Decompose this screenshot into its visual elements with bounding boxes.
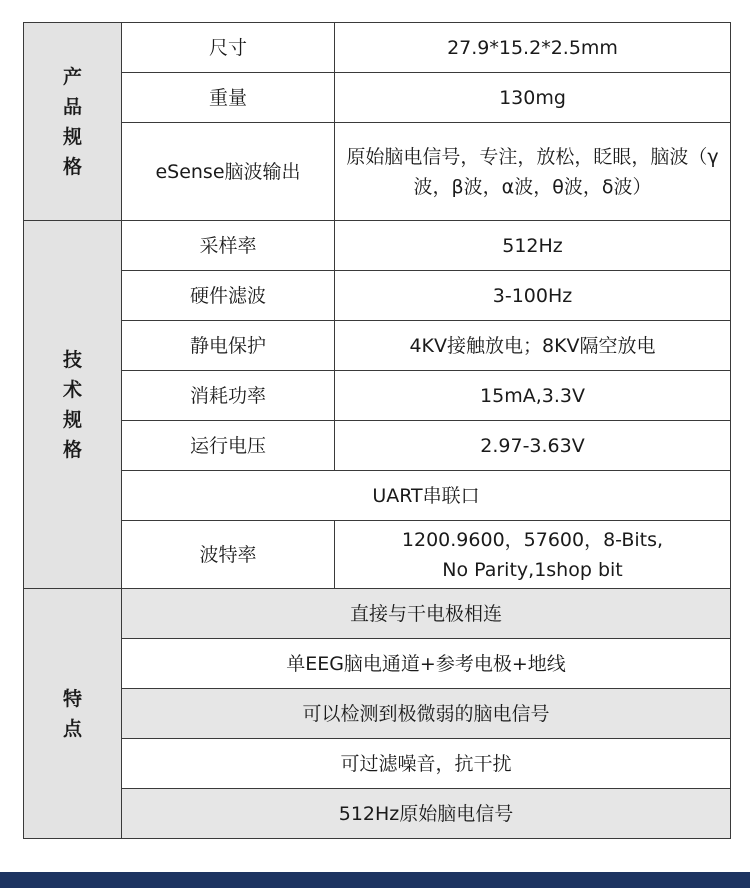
spec-label: 静电保护	[122, 321, 335, 371]
table-row	[24, 689, 731, 739]
spec-value: 原始脑电信号，专注，放松，眨眼，脑波（γ波，β波，α波，θ波，δ波）	[335, 123, 731, 221]
category-tech	[24, 221, 122, 589]
spec-label: 消耗功率	[122, 371, 335, 421]
category-char: 技	[62, 348, 82, 371]
feature-item: 单EEG脑电通道+参考电极+地线	[122, 639, 731, 689]
feature-item: 直接与干电极相连	[122, 589, 731, 639]
table-row	[24, 471, 731, 521]
table-row	[24, 421, 731, 471]
category-char: 术	[62, 378, 82, 401]
table-row	[24, 271, 731, 321]
spec-label: eSense脑波输出	[122, 123, 335, 221]
category-char: 特	[62, 687, 82, 710]
table-row	[24, 521, 731, 589]
category-char: 点	[62, 717, 82, 740]
spec-table	[23, 22, 731, 839]
spec-label: 重量	[122, 73, 335, 123]
table-row	[24, 739, 731, 789]
table-row	[24, 73, 731, 123]
spec-label: 硬件滤波	[122, 271, 335, 321]
category-char: 格	[62, 155, 82, 178]
spec-label: 波特率	[122, 521, 335, 589]
category-features	[24, 589, 122, 839]
category-product	[24, 23, 122, 221]
spec-value: 15mA,3.3V	[335, 371, 731, 421]
baud-line-2: No Parity,1shop bit	[442, 558, 623, 581]
table-row	[24, 123, 731, 221]
spec-value: 4KV接触放电；8KV隔空放电	[335, 321, 731, 371]
baud-line-1: 1200.9600，57600，8-Bits,	[401, 528, 664, 551]
category-char: 产	[62, 65, 82, 88]
spec-value: 2.97-3.63V	[335, 421, 731, 471]
spec-label: 运行电压	[122, 421, 335, 471]
spec-label: 采样率	[122, 221, 335, 271]
table-row	[24, 371, 731, 421]
category-char: 规	[62, 408, 82, 431]
spec-value: 512Hz	[335, 221, 731, 271]
feature-item: 可以检测到极微弱的脑电信号	[122, 689, 731, 739]
spec-value: 3-100Hz	[335, 271, 731, 321]
category-char: 规	[62, 125, 82, 148]
spec-value: 130mg	[335, 73, 731, 123]
table-row	[24, 221, 731, 271]
category-char: 格	[62, 438, 82, 461]
table-row	[24, 589, 731, 639]
table-row	[24, 23, 731, 73]
table-row	[24, 639, 731, 689]
spec-value	[335, 521, 731, 589]
footer-bar	[0, 872, 750, 888]
feature-item: 512Hz原始脑电信号	[122, 789, 731, 839]
table-row	[24, 321, 731, 371]
feature-item: 可过滤噪音，抗干扰	[122, 739, 731, 789]
category-char: 品	[62, 95, 82, 118]
spec-value: 27.9*15.2*2.5mm	[335, 23, 731, 73]
interface-value: UART串联口	[122, 471, 731, 521]
table-row	[24, 789, 731, 839]
spec-label: 尺寸	[122, 23, 335, 73]
